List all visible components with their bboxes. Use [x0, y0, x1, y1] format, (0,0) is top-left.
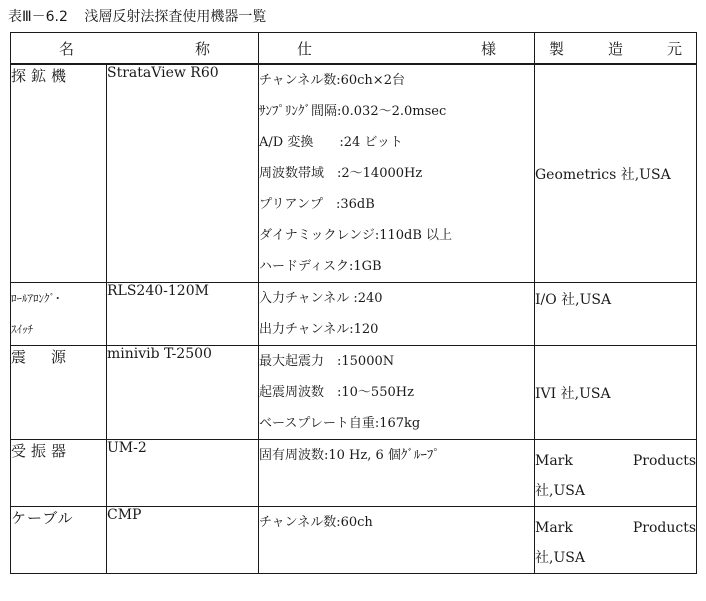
- spec-line: ｻﾝﾌﾟﾘﾝｸﾞ間隔:0.032～2.0msec: [259, 104, 447, 119]
- spec-line: ハードディスク:1GB: [259, 259, 382, 274]
- spec-line: A/D 変換 :24 ビット: [259, 135, 403, 150]
- spec-line: ベースプレート自重:167kg: [259, 416, 421, 431]
- equipment-specs: [259, 346, 535, 440]
- equipment-name: 受振器: [11, 440, 107, 507]
- header-name-char-1: 名: [59, 39, 75, 58]
- header-spec: [259, 33, 535, 65]
- header-name-char-2: 称: [194, 39, 210, 58]
- header-row: [11, 33, 697, 65]
- table-row: [11, 507, 697, 574]
- table-row: [11, 283, 697, 346]
- header-maker-char-2: 造: [607, 39, 623, 58]
- header-name: [11, 33, 259, 65]
- spec-line: 入力チャンネル :240: [259, 291, 383, 306]
- equipment-specs: [259, 64, 535, 283]
- equipment-model: UM-2: [107, 440, 259, 507]
- header-spec-char-2: 様: [480, 39, 496, 58]
- spec-line: チャンネル数:60ch: [259, 515, 373, 530]
- header-spec-char-1: 仕: [297, 39, 313, 58]
- equipment-name-line: ｽｲｯﾁ: [11, 323, 33, 336]
- spec-line: 起震周波数 :10～550Hz: [259, 385, 414, 400]
- table-row: [11, 440, 697, 507]
- equipment-maker: [535, 440, 697, 507]
- spec-line: プリアンプ :36dB: [259, 197, 375, 212]
- spec-line: 固有周波数:10 Hz, 6 個ｸﾞﾙｰﾌﾟ: [259, 448, 440, 463]
- equipment-model: minivib T-2500: [107, 346, 259, 440]
- equipment-model: RLS240-120M: [107, 283, 259, 346]
- spec-line: 周波数帯域 :2～14000Hz: [259, 166, 423, 181]
- equipment-maker: I/O 社,USA: [535, 283, 697, 346]
- maker-word: Products: [632, 520, 696, 536]
- equipment-specs: [259, 283, 535, 346]
- equipment-name: 震 源: [11, 346, 107, 440]
- header-maker-char-3: 元: [666, 39, 682, 58]
- maker-word: Mark: [535, 520, 573, 536]
- maker-word: Mark: [535, 453, 573, 469]
- equipment-maker: Geometrics 社,USA: [535, 64, 697, 283]
- equipment-model: CMP: [107, 507, 259, 574]
- equipment-table: [10, 32, 697, 574]
- equipment-name: [11, 283, 107, 346]
- table-title: 浅層反射法探査使用機器一覧: [84, 9, 267, 25]
- header-maker: [535, 33, 697, 65]
- maker-word: Products: [632, 453, 696, 469]
- maker-word: 社,USA: [535, 550, 585, 566]
- table-row: [11, 64, 697, 283]
- maker-word: 社,USA: [535, 483, 585, 499]
- table-caption: [8, 6, 278, 26]
- equipment-name: ケーブル: [11, 507, 107, 574]
- equipment-name: 探鉱機: [11, 64, 107, 283]
- equipment-specs: [259, 507, 535, 574]
- equipment-specs: [259, 440, 535, 507]
- equipment-maker: IVI 社,USA: [535, 346, 697, 440]
- header-maker-char-1: 製: [549, 39, 565, 58]
- spec-line: ダイナミックレンジ:110dB 以上: [259, 228, 453, 243]
- spec-line: チャンネル数:60ch×2台: [259, 73, 405, 88]
- table-number: 表Ⅲ－6.2: [8, 9, 68, 25]
- spec-line: 出力チャンネル:120: [259, 322, 379, 337]
- table-row: [11, 346, 697, 440]
- equipment-name-line: ﾛｰﾙｱﾛﾝｸﾞ･: [11, 292, 61, 305]
- equipment-maker: [535, 507, 697, 574]
- spec-line: 最大起震力 :15000N: [259, 354, 395, 369]
- equipment-model: StrataView R60: [107, 64, 259, 283]
